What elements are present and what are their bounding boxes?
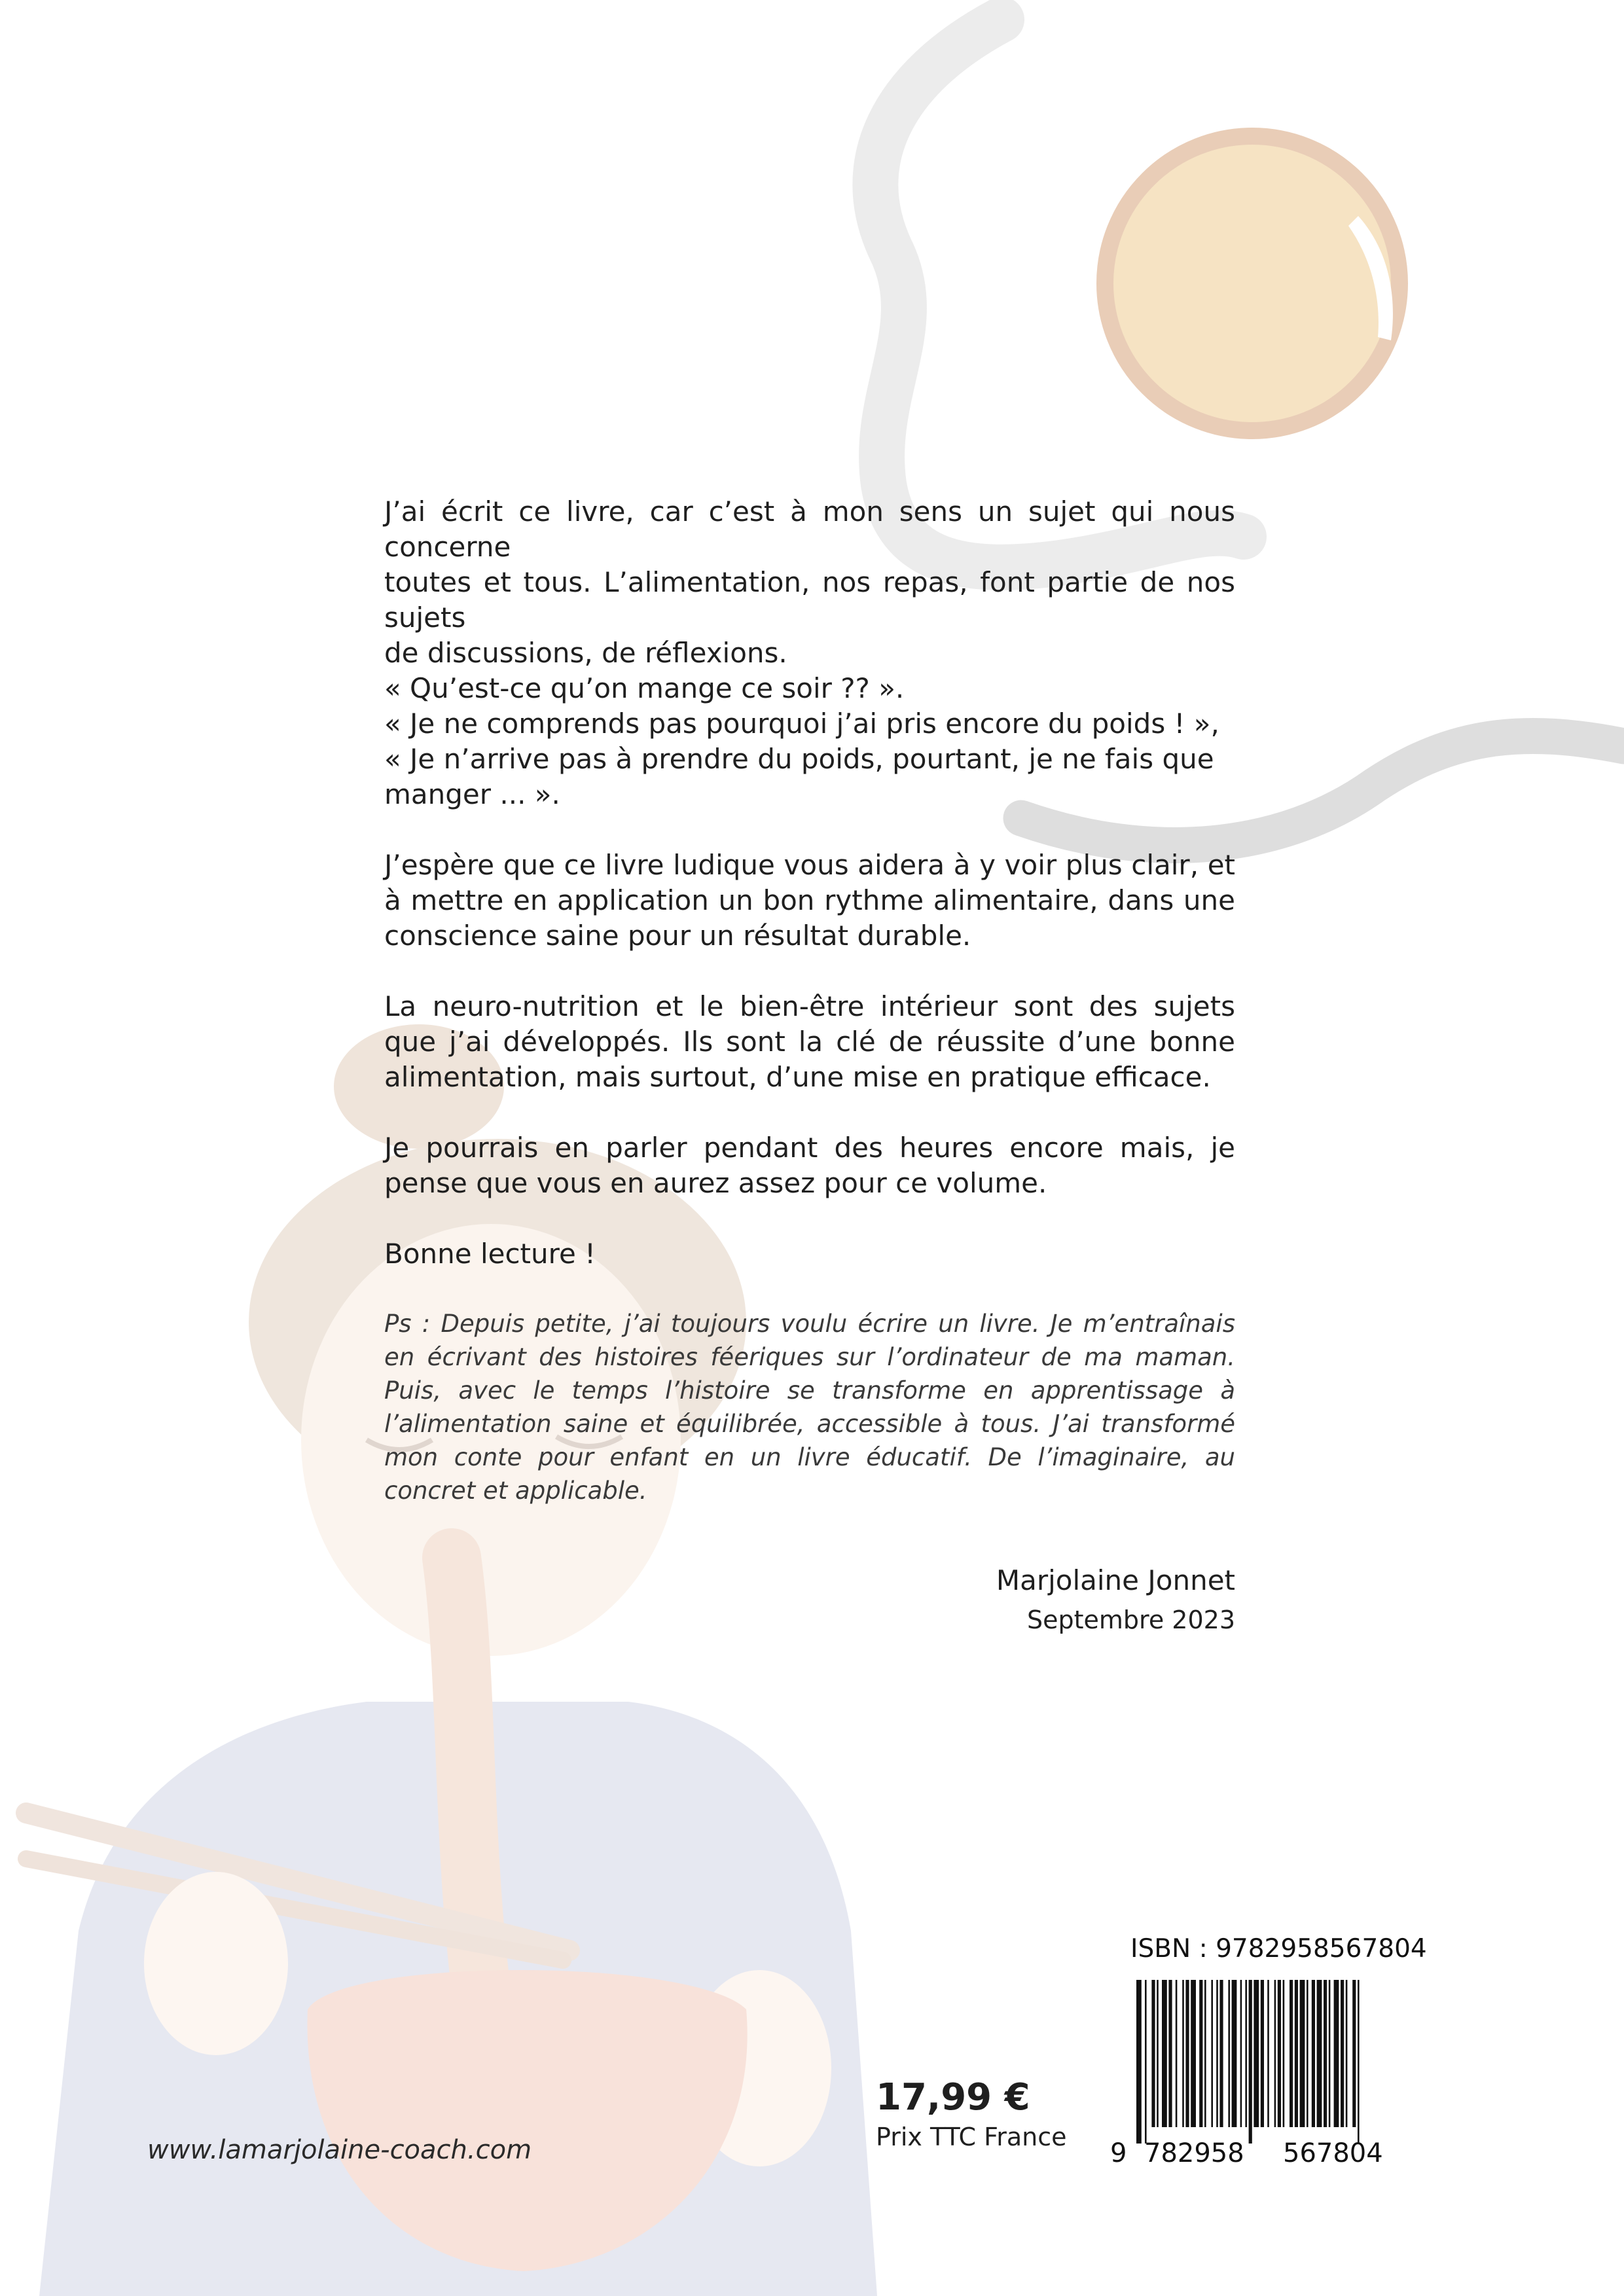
intro-line: manger ... ». xyxy=(384,778,560,810)
barcode-bar xyxy=(1274,1980,1276,2127)
barcode-bar xyxy=(1191,1980,1196,2127)
barcode-bar xyxy=(1145,1980,1147,2144)
barcode-bar xyxy=(1341,1980,1344,2127)
closing-line: Bonne lecture ! xyxy=(384,1238,596,1270)
barcode-bar xyxy=(1157,1980,1159,2127)
barcode-bar xyxy=(1211,1980,1213,2127)
barcode-bar xyxy=(1182,1980,1184,2127)
barcode-bar xyxy=(1199,1980,1202,2127)
intro-line: « Je n’arrive pas à prendre du poids, pourtant, je ne fais que xyxy=(384,743,1214,775)
barcode-bar xyxy=(1185,1980,1189,2127)
barcode-bar xyxy=(1352,1980,1356,2127)
paragraph-intro xyxy=(384,494,1235,812)
barcode xyxy=(1106,1980,1414,2166)
moon-shape xyxy=(1105,136,1399,431)
price-box xyxy=(876,2075,1067,2153)
price-label: Prix TTC France xyxy=(876,2123,1067,2151)
barcode-bar xyxy=(1232,1980,1237,2127)
website-link[interactable]: www.lamarjolaine-coach.com xyxy=(147,2135,532,2165)
barcode-bar xyxy=(1219,1980,1223,2127)
barcode-bar xyxy=(1151,1980,1155,2127)
paragraph-volume: Je pourrais en parler pendant des heures encore mais, je pense que vous en aurez assez pour ce volume. xyxy=(384,1132,1235,1199)
barcode-bar xyxy=(1278,1980,1281,2127)
barcode-digit-first: 9 xyxy=(1110,2138,1127,2166)
barcode-bar xyxy=(1290,1980,1293,2127)
barcode-bar xyxy=(1346,1980,1348,2127)
girl-hand-left xyxy=(144,1872,288,2055)
barcode-bar xyxy=(1204,1980,1206,2127)
barcode-bar xyxy=(1254,1980,1259,2127)
isbn-label: ISBN : 9782958567804 xyxy=(1130,1934,1427,1964)
barcode-bar xyxy=(1283,1980,1285,2127)
barcode-bar xyxy=(1312,1980,1315,2127)
barcode-bar xyxy=(1245,1980,1247,2127)
barcode-bar xyxy=(1240,1980,1242,2127)
paragraph-hope: J’espère que ce livre ludique vous aidera à y voir plus clair, et à mettre en application un bon rythme alimentaire, dans une conscience saine pour un résultat durable. xyxy=(384,849,1235,952)
signature-date: Septembre 2023 xyxy=(1027,1605,1235,1634)
barcode-bar xyxy=(1300,1980,1305,2127)
intro-line: toutes et tous. L’alimentation, nos repas, font partie de nos sujets xyxy=(384,566,1235,634)
price-value: 17,99 € xyxy=(876,2076,1030,2119)
intro-line: de discussions, de réflexions. xyxy=(384,637,787,669)
postscript: Ps : Depuis petite, j’ai toujours voulu écrire un livre. Je m’entraînais en écrivant des histoires féeriques sur l’ordinateur de ma maman. Puis, avec le temps l’histoire se transforme en apprentissage à l’alimentation saine et équilibrée, accessible à tous. J’ai transformé mon conte pour enfant en un livre éducatif. De l’imaginaire, au concret et applicable. xyxy=(384,1310,1235,1505)
barcode-bar xyxy=(1261,1980,1264,2127)
barcode-bar xyxy=(1136,1980,1142,2144)
intro-line: « Qu’est-ce qu’on mange ce soir ?? ». xyxy=(384,672,905,704)
barcode-bar xyxy=(1324,1980,1327,2127)
barcode-bar xyxy=(1216,1980,1218,2127)
barcode-bar xyxy=(1329,1980,1331,2127)
barcode-bar xyxy=(1228,1980,1230,2127)
author-name: Marjolaine Jonnet xyxy=(996,1564,1235,1596)
barcode-bar xyxy=(1307,1980,1308,2127)
barcode-bar xyxy=(1162,1980,1167,2127)
intro-line: « Je ne comprends pas pourquoi j’ai pris encore du poids ! », xyxy=(384,708,1219,740)
barcode-bar xyxy=(1267,1980,1269,2127)
barcode-bar xyxy=(1176,1980,1178,2127)
barcode-bar xyxy=(1168,1980,1172,2127)
paragraph-neuro-nutrition: La neuro-nutrition et le bien-être intérieur sont des sujets que j’ai développés. Ils sont la clé de réussite d’une bonne alimentation, mais surtout, d’une mise en pratique efficace. xyxy=(384,990,1235,1093)
barcode-digits-left: 782958 xyxy=(1144,2138,1244,2166)
intro-line: J’ai écrit ce livre, car c’est à mon sens un sujet qui nous concerne xyxy=(384,495,1235,563)
signature xyxy=(996,1561,1235,1640)
barcode-digits-right: 567804 xyxy=(1283,2138,1383,2166)
barcode-bar xyxy=(1334,1980,1339,2127)
back-cover-text xyxy=(384,494,1235,1543)
barcode-bar xyxy=(1295,1980,1298,2127)
barcode-bar xyxy=(1249,1980,1252,2144)
barcode-bar xyxy=(1317,1980,1322,2127)
barcode-bar xyxy=(1358,1980,1360,2144)
